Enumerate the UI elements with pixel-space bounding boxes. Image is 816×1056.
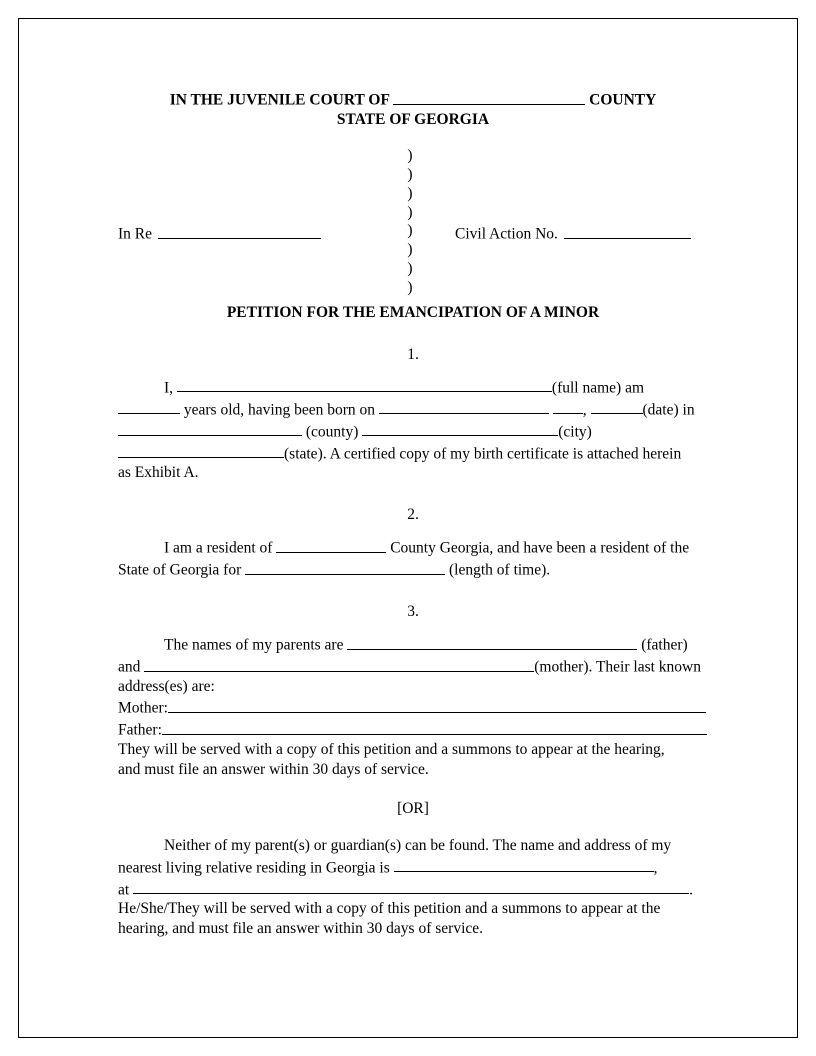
section-2-text-c: State of Georgia for [118,561,246,579]
section-1-text-h: as Exhibit A. [118,464,199,482]
relative-address-blank[interactable] [133,878,689,895]
paren-mark: ) [407,222,413,240]
or-separator: [OR] [397,799,429,817]
mother-name-blank[interactable] [144,655,534,672]
section-1-text-e: (county) [302,423,363,441]
section-number-1: 1. [407,345,419,363]
court-caption-heading [118,88,708,130]
mother-address-label: Mother: [118,699,168,717]
section-1-paragraph: I, (full name) am years old, having been born on , (date) in (county) (city) (state). A certified copy of my birth certificate is attached herein as Exhibit A. [118,376,708,483]
county-blank[interactable] [393,88,585,105]
paren-mark: ) [407,259,413,277]
section-3-paragraph [118,633,708,779]
section-3-text-a: The names of my parents are [164,636,348,654]
section-3-text-e: address(es) are: [118,678,215,696]
page-title: PETITION FOR THE EMANCIPATION OF A MINOR [226,304,600,322]
mother-address-blank[interactable] [168,696,706,713]
birth-state-blank[interactable] [118,442,284,459]
section-3-alternate-paragraph [118,836,708,938]
section-2-text-d: (length of time). [445,561,551,579]
section-3-text-f: They will be served with a copy of this petition and a summons to appear at the hearing, [118,741,665,759]
section-3-alt-text-b: nearest living relative residing in Georgia is [118,859,394,877]
section-3-alt-text-f: He/She/They will be served with a copy of this petition and a summons to appear at the [118,900,661,918]
caption-block [118,147,708,297]
residency-length-blank[interactable] [245,558,445,575]
section-2-text-a: I am a resident of [164,539,277,557]
section-1-text-g: (state). A certified copy of my birth certificate is attached herein [284,445,682,463]
section-1-text-c: years old, having been born on [180,401,379,419]
paren-mark: ) [407,278,413,296]
section-1-text-a: I, [164,379,177,397]
birth-day-blank[interactable] [553,398,583,415]
section-1-text-d: (date) in [642,401,695,419]
court-caption-prefix: IN THE JUVENILE COURT OF [169,91,394,109]
relative-name-blank[interactable] [394,856,654,873]
section-number-3: 3. [407,602,419,620]
civil-action-field [455,222,691,244]
section-1-text-f: (city) [558,423,592,441]
father-address-blank[interactable] [162,718,707,735]
section-3-alt-text-c: , [653,859,658,877]
father-address-label: Father: [118,721,162,739]
in-re-field [118,222,321,244]
paren-mark: ) [407,165,413,183]
state-line: STATE OF GEORGIA [336,111,490,129]
age-blank[interactable] [118,398,180,415]
section-3-alt-text-d: at [118,881,134,899]
section-3-text-d: (mother). Their last known [534,658,701,676]
birth-month-blank[interactable] [379,398,549,415]
section-3-alt-text-g: hearing, and must file an answer within 30 days of service. [118,919,484,937]
section-3-alt-text-a: Neither of my parent(s) or guardian(s) can be found. The name and address of my [164,837,672,855]
section-number-2: 2. [407,505,419,523]
paren-mark: ) [407,147,413,165]
birth-county-blank[interactable] [118,420,302,437]
paren-column [403,147,417,297]
paren-mark: ) [407,203,413,221]
section-3-text-b: (father) [637,636,688,654]
court-caption-line1 [118,88,708,110]
birth-city-blank[interactable] [362,420,558,437]
section-3-text-g: and must file an answer within 30 days of service. [118,760,429,778]
section-2-paragraph [118,536,708,580]
civil-action-blank[interactable] [564,222,691,239]
in-re-blank[interactable] [158,222,321,239]
court-caption-suffix: COUNTY [585,91,657,109]
document-content [118,88,708,938]
paren-mark: ) [407,241,413,259]
paren-mark: ) [407,184,413,202]
residence-county-blank[interactable] [276,536,386,553]
civil-action-label: Civil Action No. [455,225,558,243]
father-name-blank[interactable] [347,633,637,650]
in-re-label: In Re [118,225,153,243]
section-3-text-c: and [118,658,145,676]
section-1-text-b: (full name) am [551,379,645,397]
section-3-alt-text-e: . [689,881,693,899]
section-2-text-b: County Georgia, and have been a resident of the [386,539,690,557]
full-name-blank[interactable] [177,376,552,393]
birth-year-blank[interactable] [591,398,643,415]
